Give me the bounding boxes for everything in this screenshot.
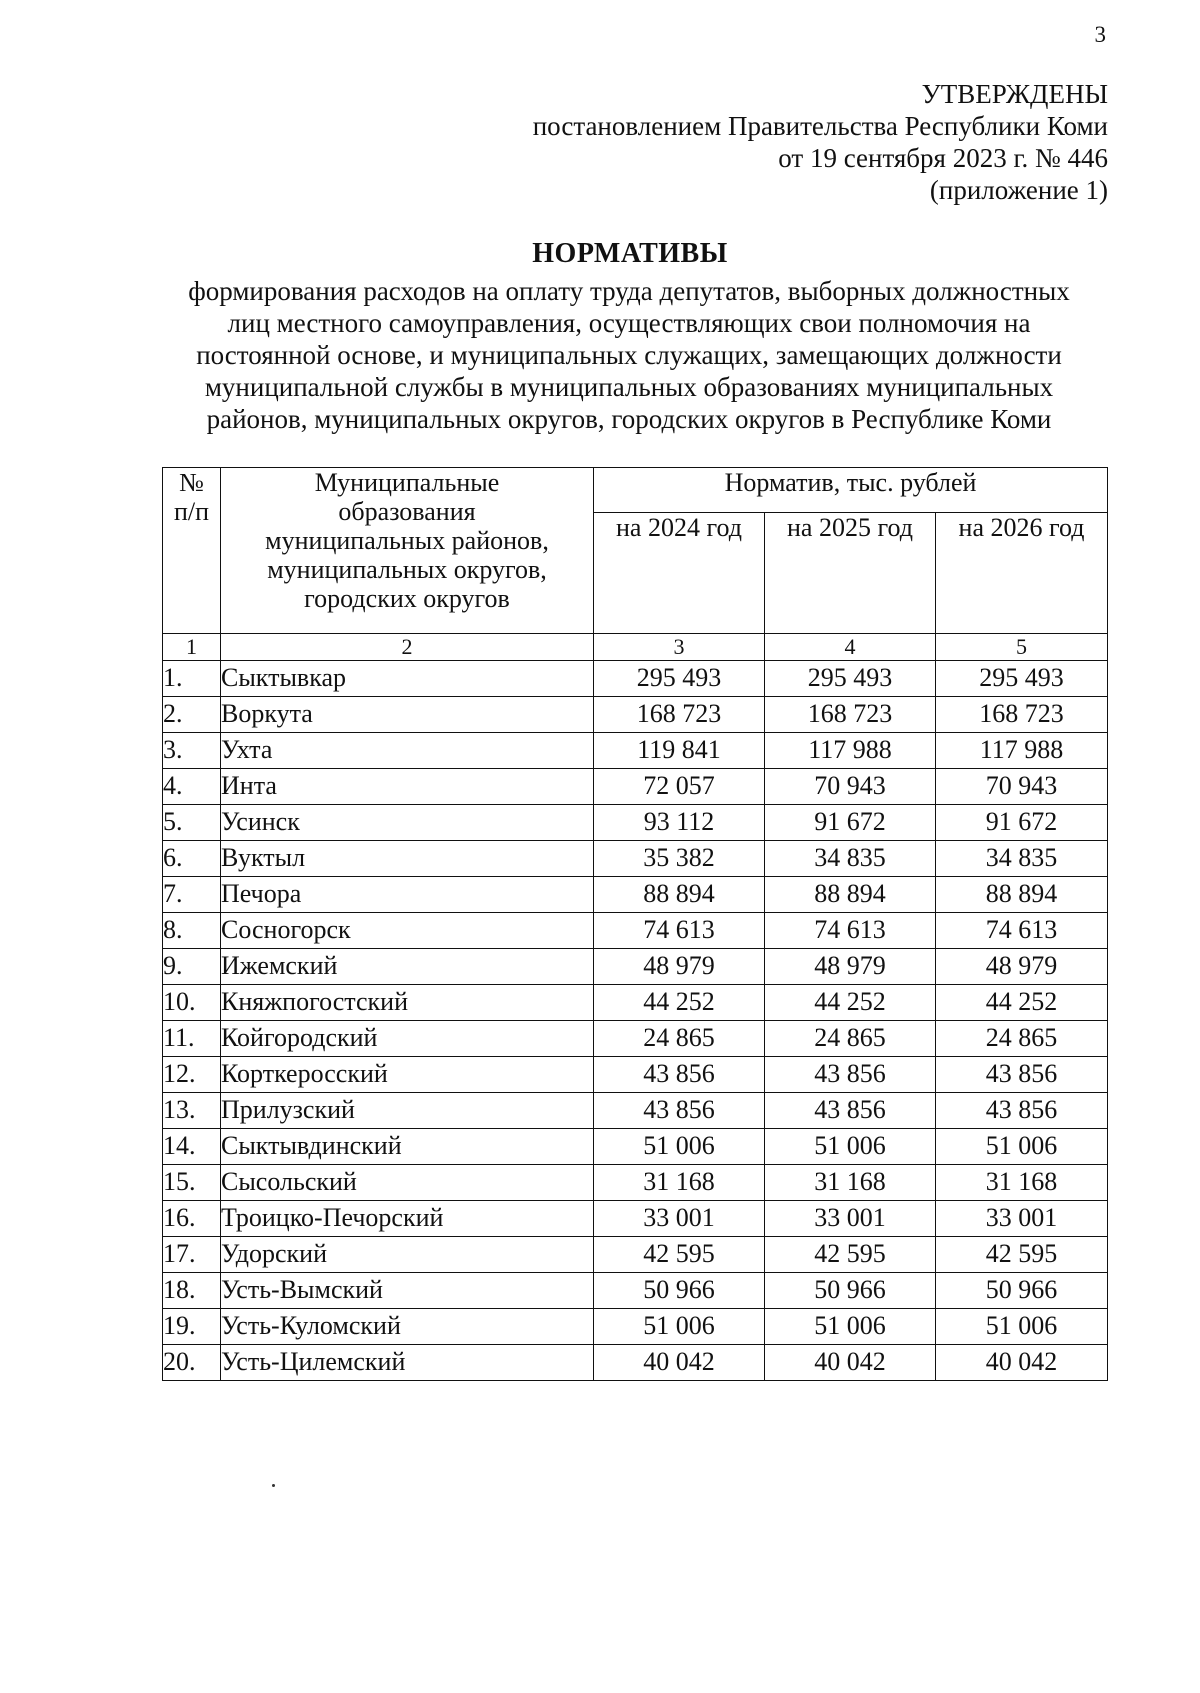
row-value-2025: 88 894 <box>765 877 936 913</box>
row-municipality: Троицко-Печорский <box>221 1201 594 1237</box>
row-value-2024: 74 613 <box>594 913 765 949</box>
row-number: 5. <box>163 805 221 841</box>
row-number: 6. <box>163 841 221 877</box>
row-value-2024: 51 006 <box>594 1309 765 1345</box>
table-row <box>163 913 1108 949</box>
column-number: 2 <box>221 634 594 661</box>
row-value-2026: 43 856 <box>936 1057 1108 1093</box>
row-municipality: Усинск <box>221 805 594 841</box>
approval-date: от 19 сентября 2023 г. № 446 <box>778 143 1108 173</box>
row-value-2025: 33 001 <box>765 1201 936 1237</box>
page-number: 3 <box>1094 22 1106 47</box>
row-value-2024: 88 894 <box>594 877 765 913</box>
row-value-2025: 34 835 <box>765 841 936 877</box>
row-value-2026: 50 966 <box>936 1273 1108 1309</box>
row-number: 17. <box>163 1237 221 1273</box>
row-municipality: Инта <box>221 769 594 805</box>
row-value-2026: 48 979 <box>936 949 1108 985</box>
subtitle-line: формирования расходов на оплату труда депутатов, выборных должностных <box>188 276 1070 306</box>
table-row <box>163 697 1108 733</box>
row-number: 20. <box>163 1345 221 1381</box>
column-number: 4 <box>765 634 936 661</box>
row-value-2026: 168 723 <box>936 697 1108 733</box>
row-value-2025: 168 723 <box>765 697 936 733</box>
table-row <box>163 1273 1108 1309</box>
row-municipality: Корткеросский <box>221 1057 594 1093</box>
table-row <box>163 841 1108 877</box>
table-row <box>163 985 1108 1021</box>
row-municipality: Койгородский <box>221 1021 594 1057</box>
row-municipality: Усть-Цилемский <box>221 1345 594 1381</box>
norms-table <box>162 467 1108 1381</box>
row-number: 12. <box>163 1057 221 1093</box>
row-value-2026: 43 856 <box>936 1093 1108 1129</box>
row-municipality: Печора <box>221 877 594 913</box>
header-municipality-line: муниципальных округов, <box>267 555 547 584</box>
row-number: 11. <box>163 1021 221 1057</box>
approval-block <box>400 78 1108 206</box>
row-value-2026: 74 613 <box>936 913 1108 949</box>
row-value-2024: 51 006 <box>594 1129 765 1165</box>
row-municipality: Удорский <box>221 1237 594 1273</box>
row-municipality: Ижемский <box>221 949 594 985</box>
row-value-2024: 31 168 <box>594 1165 765 1201</box>
row-value-2024: 40 042 <box>594 1345 765 1381</box>
row-number: 2. <box>163 697 221 733</box>
row-value-2026: 44 252 <box>936 985 1108 1021</box>
row-value-2025: 295 493 <box>765 661 936 697</box>
row-number: 7. <box>163 877 221 913</box>
subtitle-line: районов, муниципальных округов, городских округов в Республике Коми <box>206 404 1052 434</box>
row-value-2026: 91 672 <box>936 805 1108 841</box>
row-municipality: Усть-Куломский <box>221 1309 594 1345</box>
row-value-2024: 168 723 <box>594 697 765 733</box>
row-number: 9. <box>163 949 221 985</box>
table-row <box>163 1165 1108 1201</box>
table-row <box>163 877 1108 913</box>
row-municipality: Прилузский <box>221 1093 594 1129</box>
column-number: 3 <box>594 634 765 661</box>
row-value-2024: 50 966 <box>594 1273 765 1309</box>
row-municipality: Усть-Вымский <box>221 1273 594 1309</box>
row-value-2025: 43 856 <box>765 1057 936 1093</box>
approval-heading: УТВЕРЖДЕНЫ <box>921 79 1108 109</box>
row-value-2026: 51 006 <box>936 1129 1108 1165</box>
row-value-2024: 35 382 <box>594 841 765 877</box>
table-row <box>163 1057 1108 1093</box>
row-municipality: Ухта <box>221 733 594 769</box>
row-number: 3. <box>163 733 221 769</box>
row-value-2024: 119 841 <box>594 733 765 769</box>
row-value-2024: 72 057 <box>594 769 765 805</box>
row-municipality: Сыктывдинский <box>221 1129 594 1165</box>
row-value-2026: 117 988 <box>936 733 1108 769</box>
header-municipality-line: Муниципальные <box>314 468 500 497</box>
row-value-2026: 295 493 <box>936 661 1108 697</box>
header-norm: Норматив, тыс. рублей <box>594 468 1108 513</box>
approval-appendix: (приложение 1) <box>929 175 1108 205</box>
row-value-2026: 88 894 <box>936 877 1108 913</box>
subtitle-line: постоянной основе, и муниципальных служащих, замещающих должности <box>196 340 1062 370</box>
row-value-2025: 51 006 <box>765 1129 936 1165</box>
table-row <box>163 949 1108 985</box>
row-number: 19. <box>163 1309 221 1345</box>
row-value-2024: 48 979 <box>594 949 765 985</box>
row-municipality: Княжпогостский <box>221 985 594 1021</box>
row-value-2024: 42 595 <box>594 1237 765 1273</box>
row-number: 15. <box>163 1165 221 1201</box>
row-number: 4. <box>163 769 221 805</box>
row-value-2026: 42 595 <box>936 1237 1108 1273</box>
header-year-2024: на 2024 год <box>594 513 765 634</box>
row-value-2025: 51 006 <box>765 1309 936 1345</box>
table-row <box>163 769 1108 805</box>
header-municipality-line: муниципальных районов, <box>265 526 549 555</box>
row-value-2024: 43 856 <box>594 1057 765 1093</box>
row-value-2024: 44 252 <box>594 985 765 1021</box>
table-row <box>163 1237 1108 1273</box>
row-number: 16. <box>163 1201 221 1237</box>
row-number: 10. <box>163 985 221 1021</box>
row-value-2026: 31 168 <box>936 1165 1108 1201</box>
row-municipality: Вуктыл <box>221 841 594 877</box>
row-value-2024: 43 856 <box>594 1093 765 1129</box>
table-row <box>163 1021 1108 1057</box>
table-row <box>163 1309 1108 1345</box>
scan-speck <box>272 1484 275 1487</box>
table-row <box>163 1345 1108 1381</box>
table-row <box>163 805 1108 841</box>
document-subtitle <box>150 275 1108 435</box>
row-number: 8. <box>163 913 221 949</box>
row-value-2026: 51 006 <box>936 1309 1108 1345</box>
header-number-symbol: № <box>179 468 204 497</box>
row-value-2025: 70 943 <box>765 769 936 805</box>
row-value-2024: 24 865 <box>594 1021 765 1057</box>
row-number: 18. <box>163 1273 221 1309</box>
table-row <box>163 1093 1108 1129</box>
header-municipality-line: образования <box>338 497 476 526</box>
table-row <box>163 661 1108 697</box>
row-municipality: Сыктывкар <box>221 661 594 697</box>
header-number <box>163 468 221 634</box>
row-value-2024: 33 001 <box>594 1201 765 1237</box>
row-municipality: Сысольский <box>221 1165 594 1201</box>
row-value-2025: 42 595 <box>765 1237 936 1273</box>
row-value-2025: 31 168 <box>765 1165 936 1201</box>
row-value-2024: 93 112 <box>594 805 765 841</box>
table-row <box>163 1201 1108 1237</box>
approval-decree: постановлением Правительства Республики Коми <box>532 111 1108 141</box>
row-number: 13. <box>163 1093 221 1129</box>
column-number: 5 <box>936 634 1108 661</box>
row-value-2026: 70 943 <box>936 769 1108 805</box>
document-title: НОРМАТИВЫ <box>532 238 728 269</box>
table-row <box>163 733 1108 769</box>
row-value-2026: 34 835 <box>936 841 1108 877</box>
row-value-2024: 295 493 <box>594 661 765 697</box>
row-value-2025: 50 966 <box>765 1273 936 1309</box>
subtitle-line: муниципальной службы в муниципальных образованиях муниципальных <box>204 372 1054 402</box>
row-value-2025: 44 252 <box>765 985 936 1021</box>
row-value-2025: 43 856 <box>765 1093 936 1129</box>
row-value-2025: 117 988 <box>765 733 936 769</box>
header-number-label: п/п <box>173 497 210 526</box>
row-value-2025: 48 979 <box>765 949 936 985</box>
column-numbers-row <box>163 634 1108 661</box>
header-municipality-line: городских округов <box>304 584 510 613</box>
subtitle-line: лиц местного самоуправления, осуществляющих свои полномочия на <box>227 308 1031 338</box>
header-year-2026: на 2026 год <box>936 513 1108 634</box>
row-value-2026: 33 001 <box>936 1201 1108 1237</box>
row-value-2025: 24 865 <box>765 1021 936 1057</box>
row-municipality: Воркута <box>221 697 594 733</box>
header-municipality <box>221 468 594 634</box>
row-value-2025: 40 042 <box>765 1345 936 1381</box>
column-number: 1 <box>163 634 221 661</box>
row-value-2025: 91 672 <box>765 805 936 841</box>
row-value-2026: 40 042 <box>936 1345 1108 1381</box>
row-number: 14. <box>163 1129 221 1165</box>
row-value-2025: 74 613 <box>765 913 936 949</box>
row-number: 1. <box>163 661 221 697</box>
row-value-2026: 24 865 <box>936 1021 1108 1057</box>
header-year-2025: на 2025 год <box>765 513 936 634</box>
row-municipality: Сосногорск <box>221 913 594 949</box>
table-row <box>163 1129 1108 1165</box>
